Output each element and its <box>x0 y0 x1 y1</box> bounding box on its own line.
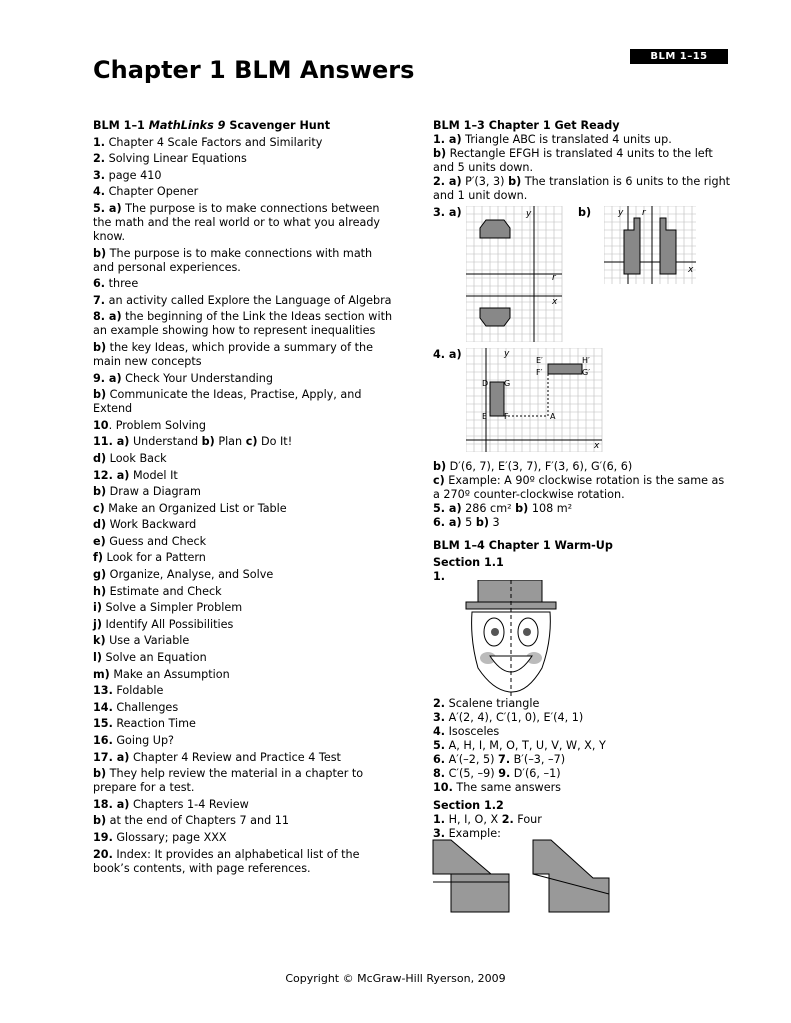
answer-item: 10. The same answers <box>433 781 562 794</box>
answer-item: b) the key Ideas, which provide a summary of the main new concepts <box>93 340 373 368</box>
answer-item: 13. Foldable <box>93 684 164 698</box>
answer-item: 5. A, H, I, M, O, T, U, V, W, X, Y <box>433 739 606 752</box>
graph-4a <box>466 348 604 452</box>
answer-5: 5. a) 286 cm² b) 108 m² <box>433 502 573 515</box>
answer-item: 2. Scalene triangle <box>433 697 540 710</box>
answer-item: 4. Chapter Opener <box>93 185 199 199</box>
answer-item: f) Look for a Pattern <box>93 551 206 565</box>
svg-text:y: y <box>504 349 510 359</box>
answer-1-face: 1. <box>433 570 446 583</box>
answer-item: d) Work Backward <box>93 518 197 532</box>
x-axis-label: x <box>552 297 558 307</box>
answer-item: j) Identify All Possibilities <box>93 617 234 631</box>
answer-item: 3. page 410 <box>93 168 162 182</box>
svg-text:F: F <box>504 412 509 421</box>
answer-item: 14. Challenges <box>93 700 179 714</box>
svg-text:y: y <box>618 208 624 218</box>
symmetric-face-figure <box>464 580 558 698</box>
answer-3b-label: b) <box>578 206 592 219</box>
section-1-1-answer-list <box>433 697 733 795</box>
answer-4a-label: 4. a) <box>433 348 462 361</box>
blm1-3-section <box>433 119 733 203</box>
answer-4c: c) Example: A 90º clockwise rotation is the same as a 270º counter-clockwise rotation. <box>433 474 725 501</box>
answer-item: 1. H, I, O, X 2. Four <box>433 813 542 826</box>
answer-item: e) Guess and Check <box>93 534 207 548</box>
r-axis-label: r <box>552 273 556 283</box>
svg-text:x: x <box>688 265 694 275</box>
answer-item: 3. Example: <box>433 827 501 840</box>
answer-item: 15. Reaction Time <box>93 717 196 731</box>
section-1-1-heading: Section 1.1 <box>433 556 504 569</box>
y-axis-label: y <box>526 209 532 219</box>
answer-item: d) Look Back <box>93 451 167 465</box>
answer-item: 4. Isosceles <box>433 725 500 738</box>
answer-6: 6. a) 5 b) 3 <box>433 516 500 529</box>
heading-pre: BLM 1–1 <box>93 119 149 132</box>
blm1-1-heading <box>93 119 393 133</box>
answer-item: b) They help review the material in a chapter to prepare for a test. <box>93 767 364 795</box>
svg-text:E′: E′ <box>536 356 543 365</box>
answer-item: b) The purpose is to make connections with math and personal experiences. <box>93 246 373 274</box>
answer-item: 3. A′(2, 4), C′(1, 0), E′(4, 1) <box>433 711 584 724</box>
answer-item: b) Draw a Diagram <box>93 485 201 499</box>
heading-italic: MathLinks 9 <box>148 119 226 132</box>
answer-item: k) Use a Variable <box>93 634 190 648</box>
answer-item: h) Estimate and Check <box>93 584 222 598</box>
blm1-1-answer-list <box>93 136 393 876</box>
answer-1a: 1. a) Triangle ABC is translated 4 units up. <box>433 133 672 146</box>
answer-item: 6. three <box>93 277 139 291</box>
answer-item: 1. Chapter 4 Scale Factors and Similarity <box>93 135 323 149</box>
blm1-3-heading: BLM 1–3 Chapter 1 Get Ready <box>433 119 620 132</box>
answer-item: 8. C′(5, –9) 9. D′(6, –1) <box>433 767 561 780</box>
answers-4b-6 <box>433 460 733 584</box>
page-title: Chapter 1 BLM Answers <box>93 56 415 84</box>
answer-item: 7. an activity called Explore the Language of Algebra <box>93 293 392 307</box>
section-1-2-heading: Section 1.2 <box>433 799 504 812</box>
reflection-example-figures <box>431 838 613 914</box>
answer-item: 5. a) The purpose is to make connections between the math and the real world or to what you already know. <box>93 201 381 243</box>
svg-text:G′: G′ <box>582 368 591 377</box>
answer-item: b) at the end of Chapters 7 and 11 <box>93 814 289 828</box>
answer-item: 2. Solving Linear Equations <box>93 152 247 166</box>
graph-3b <box>604 206 700 284</box>
svg-text:G: G <box>504 379 511 388</box>
answer-item: c) Make an Organized List or Table <box>93 501 287 515</box>
answer-item: 12. a) Model It <box>93 468 178 482</box>
section-1-2-answer-list <box>433 813 733 841</box>
answer-item: 11. a) Understand b) Plan c) Do It! <box>93 435 293 449</box>
heading-post: Scavenger Hunt <box>225 119 331 132</box>
blm1-1-section <box>93 119 393 876</box>
answer-item: 9. a) Check Your Understanding <box>93 371 273 385</box>
answer-2: 2. a) P′(3, 3) b) The translation is 6 units to the right and 1 unit down. <box>433 175 731 202</box>
svg-text:x: x <box>594 441 600 451</box>
answer-item: b) Communicate the Ideas, Practise, Apply, and Extend <box>93 388 362 416</box>
answer-item: 16. Going Up? <box>93 734 174 747</box>
svg-text:F′: F′ <box>536 368 543 377</box>
blm1-4-answers <box>433 697 733 841</box>
answer-item: 10. Problem Solving <box>93 418 206 432</box>
answer-item: l) Solve an Equation <box>93 651 207 665</box>
answer-item: 8. a) the beginning of the Link the Ideas section with an example showing how to represent inequalities <box>93 310 393 338</box>
answer-4b: b) D′(6, 7), E′(3, 7), F′(3, 6), G′(6, 6) <box>433 460 633 473</box>
svg-text:H′: H′ <box>582 356 590 365</box>
svg-text:A: A <box>550 412 556 421</box>
answer-1b: b) Rectangle EFGH is translated 4 units to the left and 5 units down. <box>433 147 713 174</box>
blm-page-badge: BLM 1–15 <box>630 49 728 64</box>
copyright-footer: Copyright © McGraw-Hill Ryerson, 2009 <box>285 972 506 985</box>
answer-item: 6. A′(–2, 5) 7. B′(–3, –7) <box>433 753 566 766</box>
answer-item: i) Solve a Simpler Problem <box>93 601 243 615</box>
answer-item: g) Organize, Analyse, and Solve <box>93 568 274 582</box>
answer-item: 19. Glossary; page XXX <box>93 830 227 844</box>
graph-3a <box>466 206 568 342</box>
svg-text:D: D <box>482 379 489 388</box>
blm1-4-heading: BLM 1–4 Chapter 1 Warm-Up <box>433 539 613 552</box>
svg-text:r: r <box>642 208 646 218</box>
answer-item: 17. a) Chapter 4 Review and Practice 4 Test <box>93 750 341 764</box>
answer-3a-label: 3. a) <box>433 206 462 219</box>
answer-item: m) Make an Assumption <box>93 667 230 681</box>
svg-text:E: E <box>482 412 488 421</box>
answer-item: 18. a) Chapters 1-4 Review <box>93 797 249 811</box>
answer-item: 20. Index: It provides an alphabetical list of the book’s contents, with page references. <box>93 847 360 875</box>
